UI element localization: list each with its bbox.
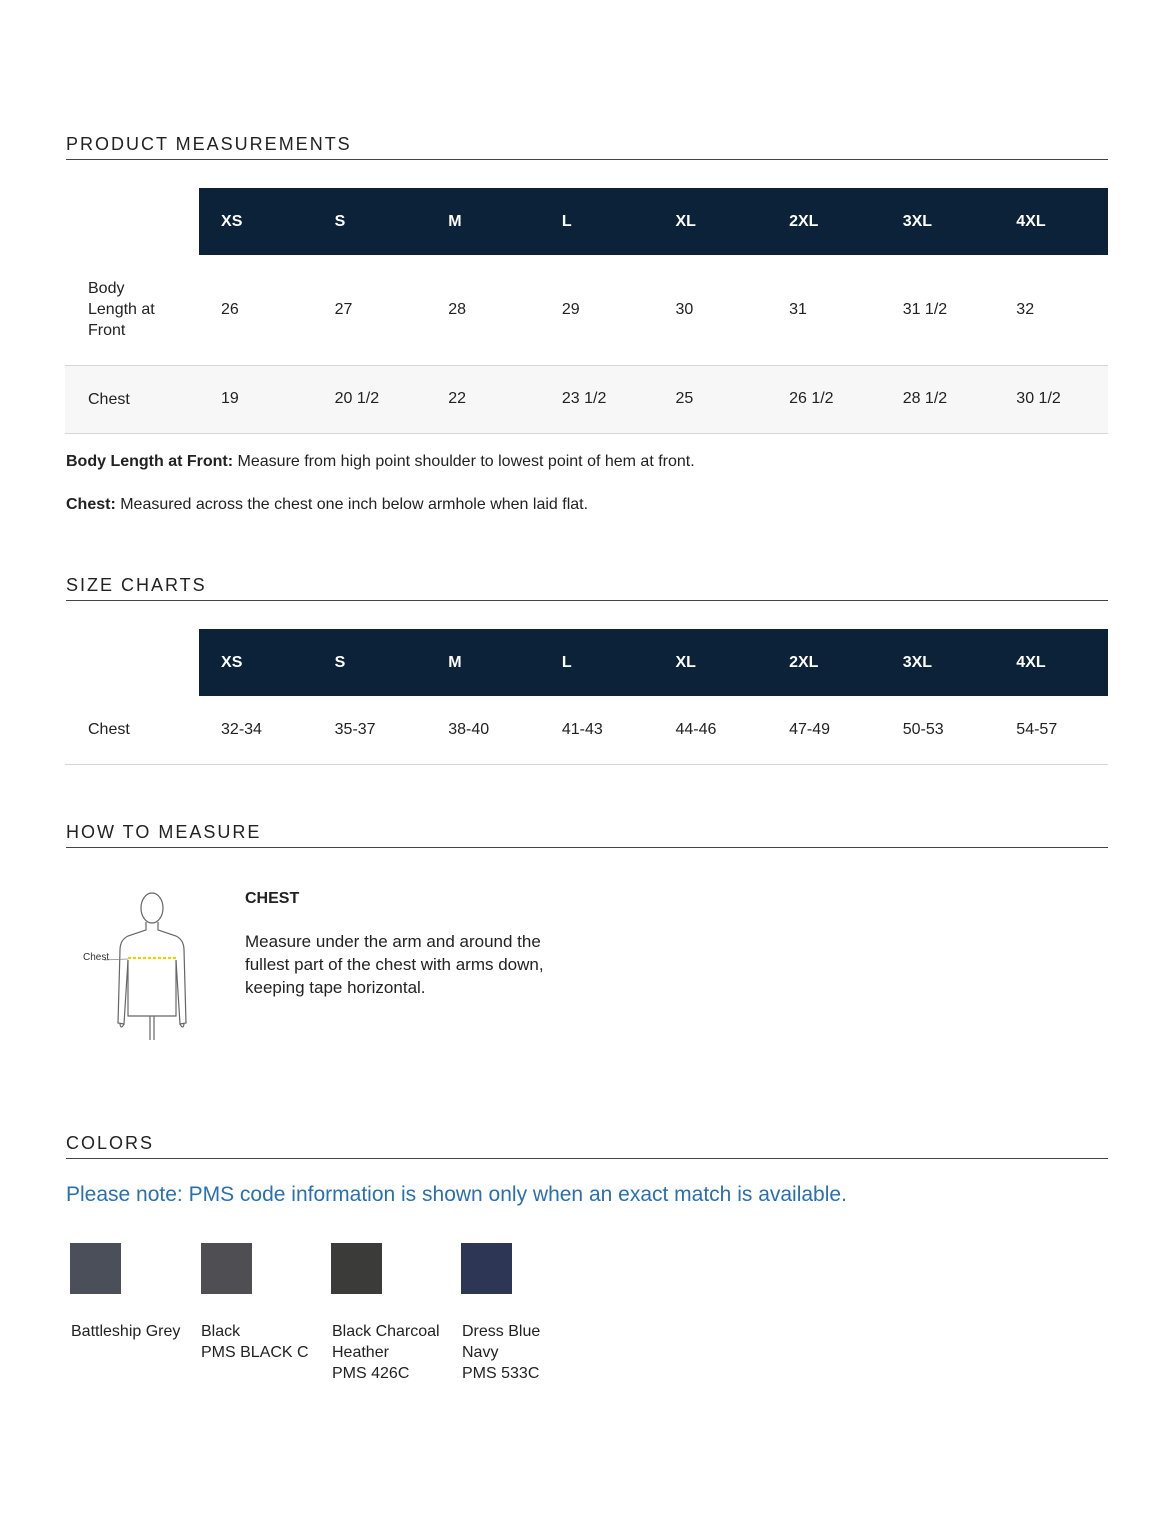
table-row — [65, 696, 1108, 764]
table-cell: 19 — [199, 365, 313, 433]
size-header: 2XL — [767, 629, 881, 696]
color-label: Dress Blue Navy PMS 533C — [462, 1323, 541, 1382]
product-measurements-table — [65, 188, 1108, 434]
size-header: 4XL — [994, 188, 1108, 255]
table-cell: 54-57 — [994, 696, 1108, 764]
size-header: 3XL — [881, 188, 995, 255]
table-row — [65, 365, 1108, 433]
table-cell: 32 — [994, 255, 1108, 365]
chest-note: Chest: Measured across the chest one inch below armhole when laid flat. — [66, 496, 589, 513]
color-swatch-dress-blue-navy — [461, 1243, 512, 1294]
row-label: Chest — [65, 365, 199, 433]
size-header: L — [540, 188, 654, 255]
table-cell: 27 — [313, 255, 427, 365]
table-cell: 32-34 — [199, 696, 313, 764]
color-label: Black PMS BLACK C — [201, 1323, 309, 1361]
header-blank-cell — [65, 188, 199, 255]
table-cell: 26 1/2 — [767, 365, 881, 433]
section-title-colors: COLORS — [66, 1133, 1108, 1159]
body-figure-icon — [80, 888, 200, 1043]
size-header: XL — [653, 188, 767, 255]
pms-note: Please note: PMS code information is shown only when an exact match is available. — [66, 1183, 847, 1206]
body-length-note: Body Length at Front: Measure from high point shoulder to lowest point of hem at front. — [66, 453, 695, 470]
size-header: L — [540, 629, 654, 696]
size-header: XS — [199, 629, 313, 696]
section-title-size-charts: SIZE CHARTS — [66, 575, 1108, 601]
row-label: Chest — [65, 696, 199, 764]
section-title-how-to-measure: HOW TO MEASURE — [66, 822, 1108, 848]
color-swatch-black-charcoal-heather — [331, 1243, 382, 1294]
color-swatch-battleship-grey — [70, 1243, 121, 1294]
table-cell: 25 — [653, 365, 767, 433]
table-cell: 28 1/2 — [881, 365, 995, 433]
table-cell: 26 — [199, 255, 313, 365]
table-cell: 31 1/2 — [881, 255, 995, 365]
table-cell: 30 — [653, 255, 767, 365]
table-row — [65, 255, 1108, 365]
instruction-line: fullest part of the chest with arms down, — [245, 955, 544, 974]
size-header: XL — [653, 629, 767, 696]
color-label: Black Charcoal Heather PMS 426C — [332, 1323, 440, 1382]
size-header: 3XL — [881, 629, 995, 696]
size-header: M — [426, 629, 540, 696]
figure-chest-label: Chest — [83, 952, 110, 963]
instruction-line: keeping tape horizontal. — [245, 978, 426, 997]
color-swatch-black — [201, 1243, 252, 1294]
size-header: XS — [199, 188, 313, 255]
header-blank-cell — [65, 629, 199, 696]
color-label: Battleship Grey — [71, 1323, 181, 1340]
table-cell: 29 — [540, 255, 654, 365]
size-header: M — [426, 188, 540, 255]
row-label: Body Length at Front — [65, 255, 199, 365]
size-header: S — [313, 188, 427, 255]
measure-heading: CHEST — [245, 890, 300, 907]
table-cell: 38-40 — [426, 696, 540, 764]
size-charts-table — [65, 629, 1108, 765]
instruction-line: Measure under the arm and around the — [245, 932, 541, 951]
table-cell: 44-46 — [653, 696, 767, 764]
table-cell: 47-49 — [767, 696, 881, 764]
table-header-row — [65, 188, 1108, 255]
measure-instructions — [245, 930, 544, 999]
table-cell: 22 — [426, 365, 540, 433]
table-cell: 30 1/2 — [994, 365, 1108, 433]
table-header-row — [65, 629, 1108, 696]
table-cell: 35-37 — [313, 696, 427, 764]
size-header: 4XL — [994, 629, 1108, 696]
table-cell: 23 1/2 — [540, 365, 654, 433]
table-cell: 31 — [767, 255, 881, 365]
size-header: 2XL — [767, 188, 881, 255]
table-cell: 20 1/2 — [313, 365, 427, 433]
section-title-product-measurements: PRODUCT MEASUREMENTS — [66, 134, 1108, 160]
table-cell: 41-43 — [540, 696, 654, 764]
table-cell: 28 — [426, 255, 540, 365]
table-cell: 50-53 — [881, 696, 995, 764]
size-header: S — [313, 629, 427, 696]
